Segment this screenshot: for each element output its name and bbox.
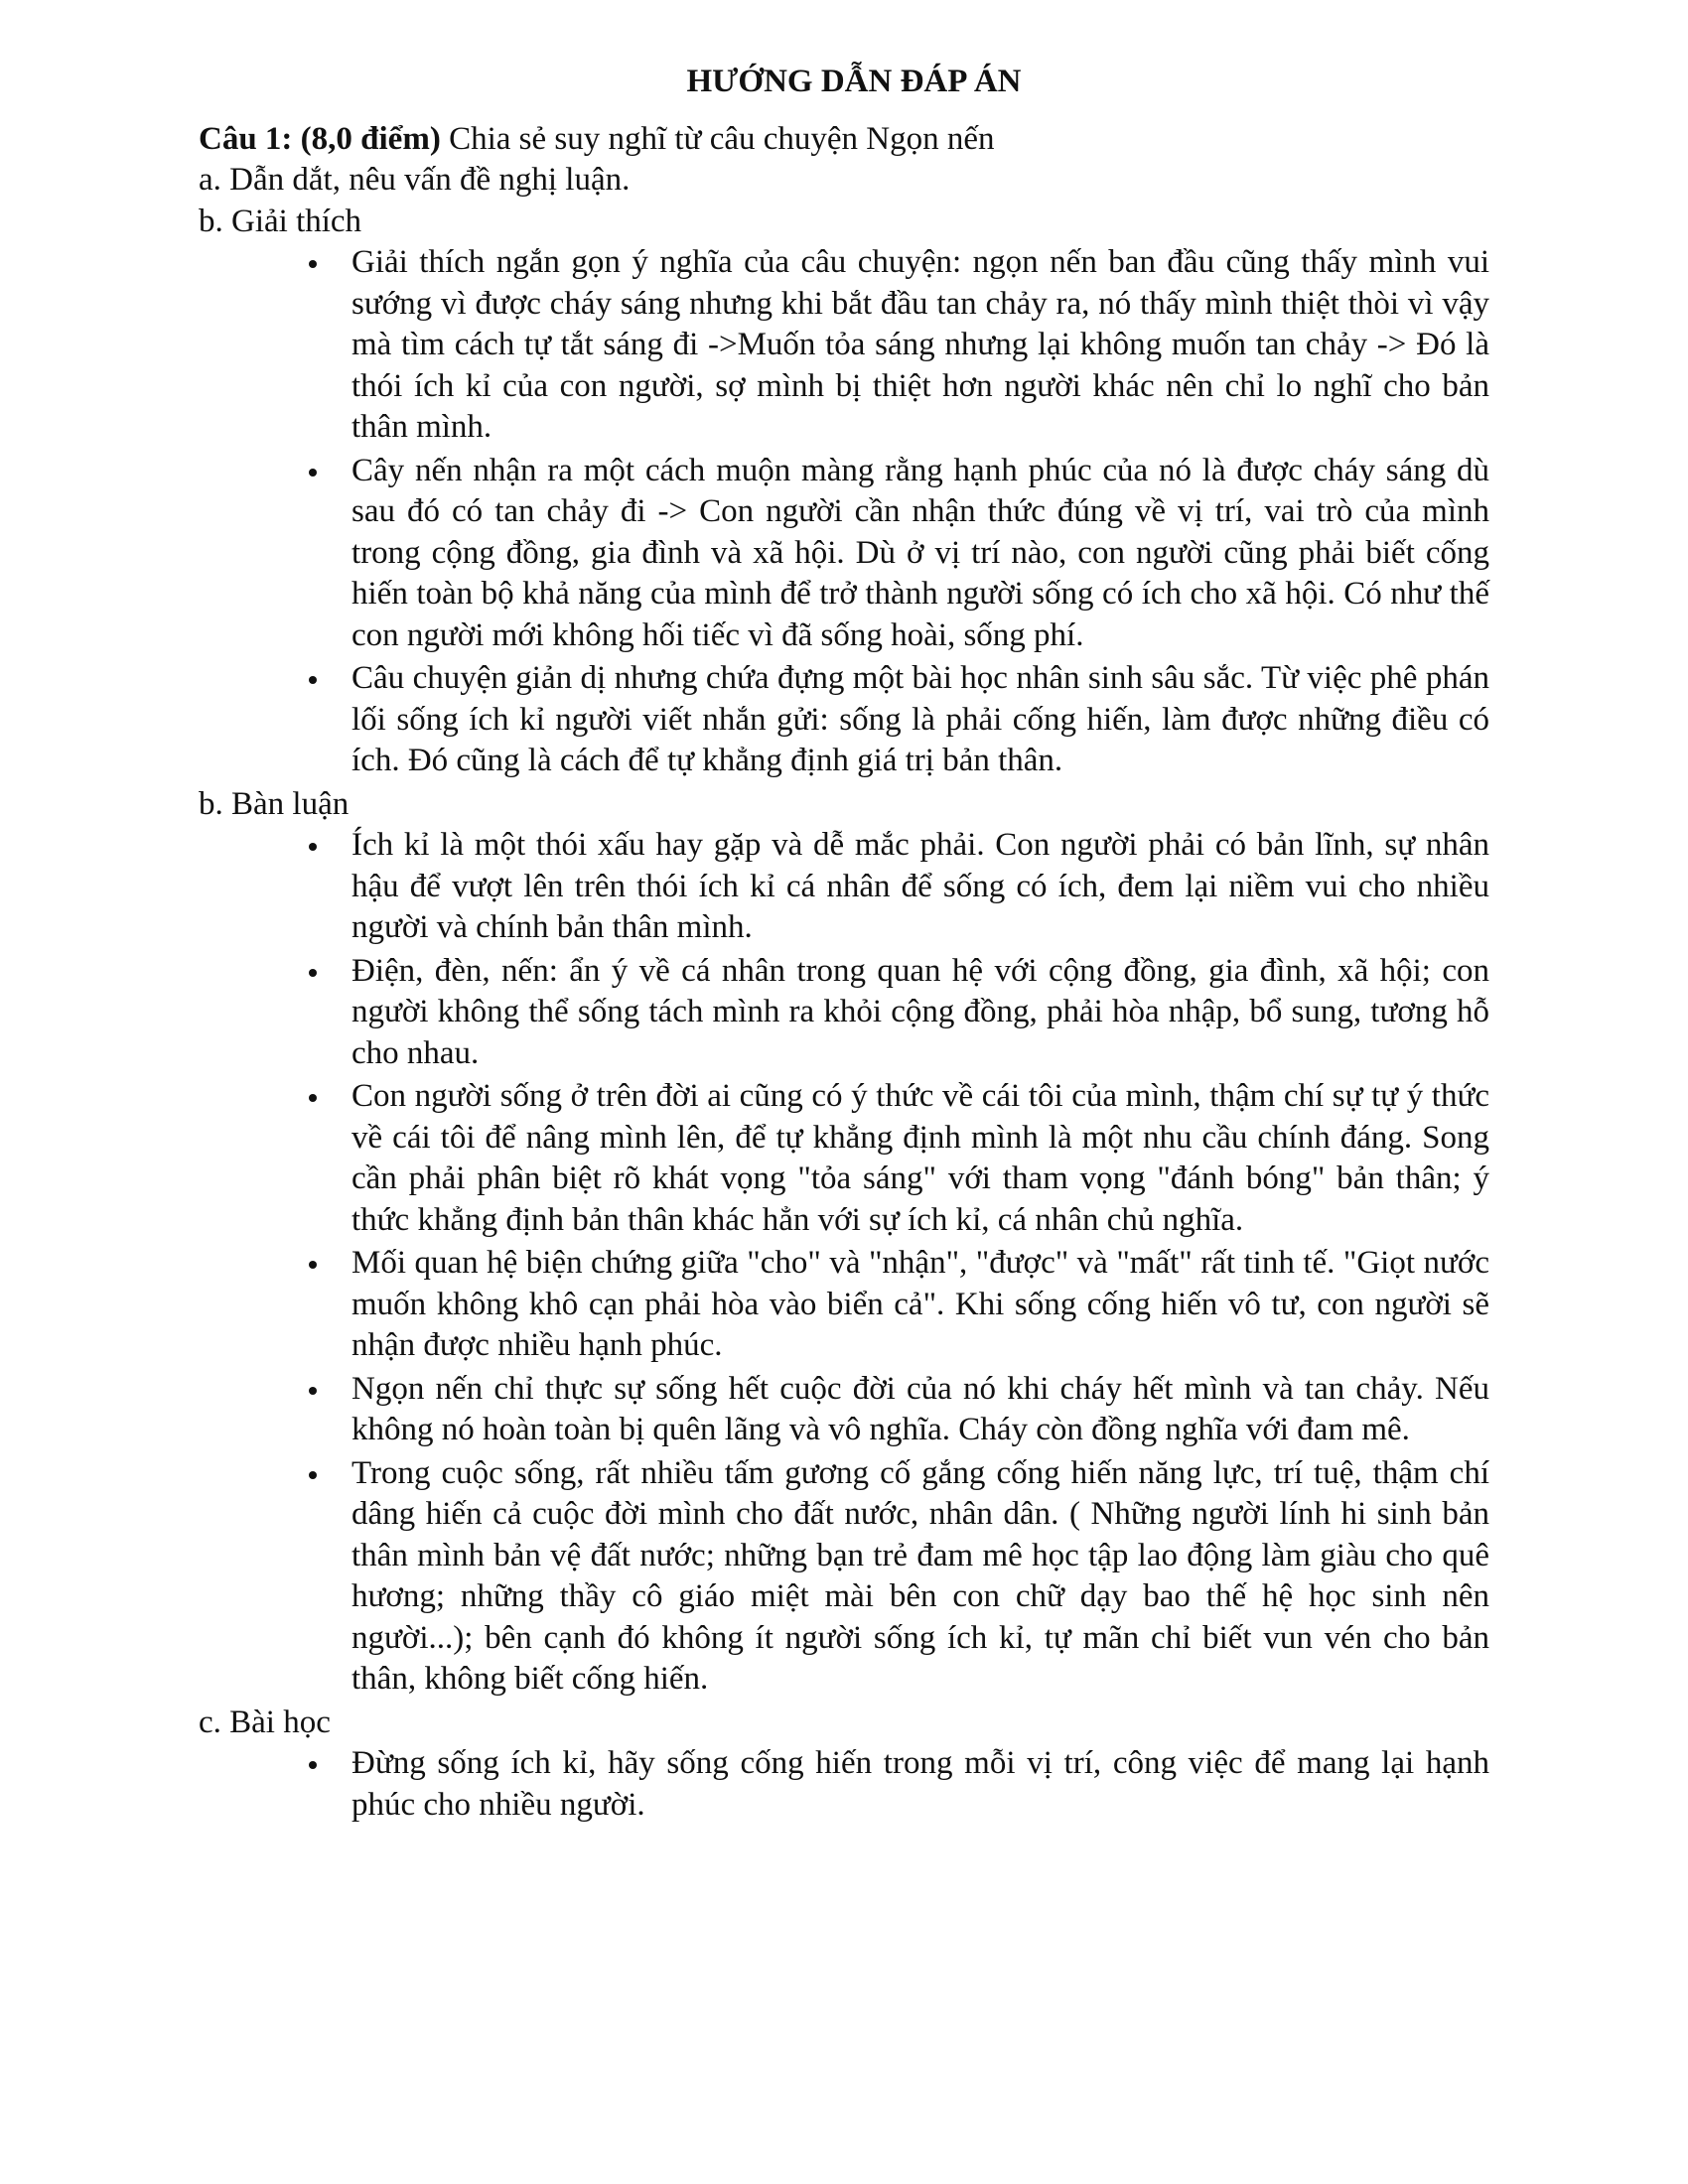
explanation-list [199, 242, 1489, 782]
section-heading-lesson: c. Bài học [199, 1704, 331, 1740]
list-item-text: Con người sống ở trên đời ai cũng có ý thức về cái tôi của mình, thậm chí sự tự ý thức về cái tôi để nâng mình lên, để tự khẳng định mình là một nhu cầu chính đáng. Song cần phải phân biệt rõ khát vọng "tỏa sáng" với tham vọng "đánh bóng" bản thân; ý thức khẳng định bản thân khác hẳn với sự ích kỉ, cá nhân chủ nghĩa. [352, 1078, 1489, 1238]
bullet-icon [309, 676, 317, 684]
list-item-text: Ngọn nến chỉ thực sự sống hết cuộc đời của nó khi cháy hết mình và tan chảy. Nếu không nó hoàn toàn bị quên lãng và vô nghĩa. Cháy còn đồng nghĩa với đam mê. [352, 1370, 1489, 1447]
list-item [352, 242, 1489, 449]
section-heading-intro: a. Dẫn dắt, nêu vấn đề nghị luận. [199, 162, 631, 198]
section-heading-explanation: b. Giải thích [199, 203, 362, 239]
bullet-icon [309, 969, 317, 977]
list-item [352, 1369, 1489, 1451]
section-heading-discussion: b. Bàn luận [199, 785, 350, 822]
list-item [352, 951, 1489, 1075]
list-item [352, 1076, 1489, 1241]
list-item-text: Điện, đèn, nến: ẩn ý về cá nhân trong quan hệ với cộng đồng, gia đình, xã hội; con người không thể sống tách mình ra khỏi cộng đồng, phải hòa nhập, bổ sung, tương hỗ cho nhau. [352, 952, 1489, 1071]
bullet-icon [309, 469, 317, 477]
bullet-icon [309, 1387, 317, 1395]
lesson-list [199, 1743, 1489, 1826]
list-item-text: Ích kỉ là một thói xấu hay gặp và dễ mắc phải. Con người phải có bản lĩnh, sự nhân hậu để vượt lên trên thói ích kỉ cá nhân để sống có ích, đem lại niềm vui cho nhiều người và chính bản thân mình. [352, 827, 1489, 945]
list-item [352, 451, 1489, 657]
list-item [352, 1453, 1489, 1701]
list-item [352, 825, 1489, 949]
bullet-icon [309, 1471, 317, 1479]
list-item [352, 1743, 1489, 1826]
list-item-text: Cây nến nhận ra một cách muộn màng rằng hạnh phúc của nó là được cháy sáng dù sau đó có tan chảy đi -> Con người cần nhận thức đúng về vị trí, vai trò của mình trong cộng đồng, gia đình và xã hội. Dù ở vị trí nào, con người cũng phải biết cống hiến toàn bộ khả năng của mình để trở thành người sống có ích cho xã hội. Có như thế con người mới không hối tiếc vì đã sống hoài, sống phí. [352, 452, 1489, 653]
bullet-icon [309, 1261, 317, 1269]
list-item-text: Trong cuộc sống, rất nhiều tấm gương cố gắng cống hiến năng lực, trí tuệ, thậm chí dâng hiến cả cuộc đời mình cho đất nước, nhân dân. ( Những người lính hi sinh bản thân mình bản vệ đất nước; những bạn trẻ đam mê học tập lao động làm giàu cho quê hương; những thầy cô giáo miệt mài bên con chữ dạy bao thế hệ học sinh nên người...); bên cạnh đó không ít người sống ích kỉ, tự mãn chỉ biết vun vén cho bản thân, không biết cống hiến. [352, 1454, 1489, 1697]
list-item [352, 658, 1489, 782]
question-text: Chia sẻ suy nghĩ từ câu chuyện Ngọn nến [440, 120, 995, 157]
document-page [199, 62, 1489, 1828]
list-item-text: Đừng sống ích kỉ, hãy sống cống hiến trong mỗi vị trí, công việc để mang lại hạnh phúc cho nhiều người. [352, 1745, 1489, 1823]
document-title: HƯỚNG DẪN ĐÁP ÁN [686, 64, 1022, 99]
list-item-text: Giải thích ngắn gọn ý nghĩa của câu chuyện: ngọn nến ban đầu cũng thấy mình vui sướng vì được cháy sáng nhưng khi bắt đầu tan chảy ra, nó thấy mình thiệt thòi vì vậy mà tìm cách tự tắt sáng đi ->Muốn tỏa sáng nhưng lại không muốn tan chảy -> Đó là thói ích kỉ của con người, sợ mình bị thiệt hơn người khác nên chỉ lo nghĩ cho bản thân mình. [352, 244, 1489, 445]
question-line [199, 119, 1489, 161]
bullet-icon [309, 843, 317, 851]
list-item [352, 1243, 1489, 1367]
question-label: Câu 1: (8,0 điểm) [199, 120, 441, 157]
discussion-list [199, 825, 1489, 1701]
list-item-text: Mối quan hệ biện chứng giữa "cho" và "nhận", "được" và "mất" rất tinh tế. "Giọt nước muốn không khô cạn phải hòa vào biển cả". Khi sống cống hiến vô tư, con người sẽ nhận được nhiều hạnh phúc. [352, 1245, 1489, 1363]
bullet-icon [309, 1761, 317, 1769]
list-item-text: Câu chuyện giản dị nhưng chứa đựng một bài học nhân sinh sâu sắc. Từ việc phê phán lối sống ích kỉ người viết nhắn gửi: sống là phải cống hiến, làm được những điều có ích. Đó cũng là cách để tự khẳng định giá trị bản thân. [352, 660, 1489, 778]
bullet-icon [309, 260, 317, 268]
bullet-icon [309, 1094, 317, 1102]
